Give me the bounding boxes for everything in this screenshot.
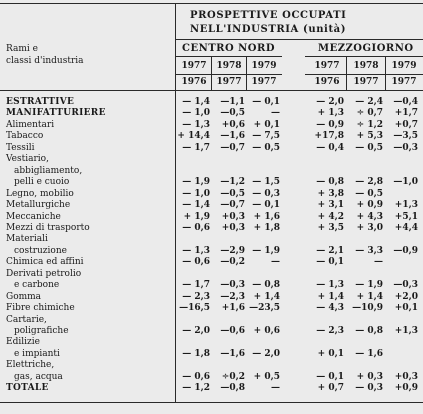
table-cell: — 0,4 — [316, 142, 344, 153]
group-rule-centro — [176, 56, 282, 57]
table-cell: — 0,6 — [182, 257, 210, 268]
table-cell: — — [374, 257, 383, 268]
table-cell: — 7,5 — [252, 131, 280, 142]
row-label: Elettriche, — [6, 360, 55, 371]
table-cell: —0,9 — [393, 245, 418, 256]
table-cell: +0,9 — [394, 383, 418, 394]
table-cell: +0,3 — [221, 222, 245, 233]
row-label: Vestiario, — [6, 154, 49, 165]
table-cell: — 0,8 — [355, 326, 383, 336]
table-cell: — 0,3 — [355, 383, 383, 394]
row-label: Mezzi di trasporto — [6, 222, 90, 233]
table-cell: +5,1 — [394, 211, 418, 222]
table-cell: —0,7 — [220, 142, 245, 153]
table-cell: — 0,5 — [252, 142, 280, 153]
table-cell: +4,4 — [394, 222, 418, 233]
table-cell: — 2,3 — [316, 326, 344, 336]
table-cell: — 4,3 — [316, 303, 344, 314]
year-bottom: 1976 — [181, 77, 207, 87]
row-label: Derivati petrolio — [6, 268, 82, 279]
table-cell: — 0,3 — [252, 188, 280, 199]
table-cell: — 0,1 — [252, 200, 280, 211]
table-cell: — 2,8 — [355, 177, 383, 188]
table-cell: + 1,8 — [253, 222, 280, 233]
row-label: Tabacco — [6, 131, 44, 142]
table-cell: + 5,3 — [356, 131, 383, 142]
row-label: ESTRATTIVE — [6, 97, 75, 107]
table-cell: — 1,9 — [182, 177, 210, 188]
table-cell: ÷ 1,2 — [356, 119, 383, 130]
table-cell: +1,3 — [394, 326, 418, 336]
table-cell: — 0,1 — [316, 371, 344, 382]
table-cell: + 14,4 — [177, 131, 210, 142]
year-divider-centro — [176, 74, 282, 75]
table-cell: + 0,5 — [253, 371, 280, 382]
table-cell: — 2,3 — [182, 291, 210, 302]
table-cell: + 1,4 — [253, 291, 280, 302]
table-cell: + 0,1 — [253, 119, 280, 130]
row-label: e impianti — [14, 348, 60, 359]
table-cell: — 2,0 — [252, 348, 280, 359]
year-bottom: 1976 — [314, 77, 340, 87]
row-label: Legno, mobilio — [6, 188, 74, 199]
table-cell: — 1,8 — [182, 348, 210, 359]
table-cell: +1,6 — [221, 303, 245, 314]
row-label: Cartarie, — [6, 314, 47, 325]
year-bottom: 1977 — [216, 77, 242, 87]
header-rule — [176, 39, 423, 40]
year-top: 1977 — [181, 61, 207, 71]
table-cell: — 1,9 — [252, 245, 280, 256]
year-top: 1979 — [251, 61, 277, 71]
table-cell: +1,7 — [394, 108, 418, 119]
table-cell: —0,7 — [220, 200, 245, 211]
table-cell: — 1,9 — [355, 280, 383, 291]
table-cell: ÷ 0,7 — [356, 108, 383, 119]
year-bottom: 1977 — [251, 77, 277, 87]
row-label: Tessili — [6, 142, 35, 153]
year-bottom: 1977 — [353, 77, 379, 87]
table-cell: — 1,7 — [182, 280, 210, 291]
table-cell: ÷0,2 — [221, 371, 245, 382]
table-cell: —0,5 — [220, 188, 245, 199]
year-top: 1977 — [314, 61, 340, 71]
table-cell: + 0,3 — [356, 371, 383, 382]
table-cell: +0,6 — [221, 119, 245, 130]
table-cell: —0,6 — [220, 326, 245, 336]
table-cell: —10,9 — [352, 303, 383, 314]
table-cell: — 1,7 — [182, 142, 210, 153]
row-label: abbigliamento, — [14, 165, 83, 176]
table-cell: + 0,7 — [317, 383, 344, 394]
table-cell: + 0,6 — [253, 326, 280, 336]
table-cell: —0,3 — [393, 280, 418, 291]
group-rule-mezzo — [305, 56, 423, 57]
table-cell: —0,8 — [220, 383, 245, 394]
table-cell: +2,0 — [394, 291, 418, 302]
table-cell: +1,3 — [394, 200, 418, 211]
row-label: Chimica ed affini — [6, 257, 84, 268]
table-cell: + 1,4 — [356, 291, 383, 302]
table-cell: + 1,3 — [317, 108, 344, 119]
row-label: Materiali — [6, 234, 48, 245]
table-cell: — 1,6 — [355, 348, 383, 359]
table-cell: — 2,0 — [182, 326, 210, 336]
table-cell: —3,5 — [393, 131, 418, 142]
group-header-centro-nord: CENTRO NORD — [182, 43, 275, 54]
row-label: Metallurgiche — [6, 200, 71, 211]
table-cell: — 0,1 — [252, 97, 280, 107]
table-title-line2: NELL'INDUSTRIA (unità) — [190, 24, 347, 35]
table-cell: —1,1 — [220, 97, 245, 107]
table-cell: + 0,9 — [356, 200, 383, 211]
row-label: Gomma — [6, 291, 42, 302]
table-cell: — 1,2 — [182, 383, 210, 394]
table-cell: —1,6 — [220, 131, 245, 142]
year-top: 1978 — [353, 61, 379, 71]
row-label: gas, acqua — [14, 371, 63, 382]
table-cell: — — [271, 383, 280, 394]
table-cell: —1,6 — [220, 348, 245, 359]
row-label: Alimentari — [6, 119, 55, 130]
table-cell: — 0,9 — [316, 119, 344, 130]
table-cell: —0,5 — [220, 108, 245, 119]
table-cell: + 3,0 — [356, 222, 383, 233]
table-cell: — 0,8 — [252, 280, 280, 291]
table-cell: — 1,3 — [316, 280, 344, 291]
row-label: poligrafiche — [14, 326, 69, 336]
table-cell: —16,5 — [179, 303, 210, 314]
table-cell: +0,3 — [394, 371, 418, 382]
table-title-line1: PROSPETTIVE OCCUPATI — [190, 10, 347, 21]
row-label: TOTALE — [6, 383, 49, 394]
table-cell: — — [271, 108, 280, 119]
row-label: pelli e cuoio — [14, 177, 70, 188]
table-cell: —23,5 — [249, 303, 280, 314]
row-label: Edilizie — [6, 337, 40, 348]
table-cell: — 0,5 — [355, 142, 383, 153]
table-cell: — 1,4 — [182, 97, 210, 107]
table-cell: — — [271, 257, 280, 268]
table-cell: — 0,8 — [316, 177, 344, 188]
table-cell: — 2,4 — [355, 97, 383, 107]
table-cell: —1,0 — [393, 177, 418, 188]
table-cell: + 4,2 — [317, 211, 344, 222]
row-label: Meccaniche — [6, 211, 61, 222]
bottom-rule — [0, 402, 423, 403]
table-cell: + 1,4 — [317, 291, 344, 302]
stub-header-line1: Rami e — [6, 44, 38, 54]
table-cell: + 3,1 — [317, 200, 344, 211]
row-label: Fibre chimiche — [6, 303, 75, 314]
year-top: 1979 — [391, 61, 417, 71]
table-cell: — 0,5 — [355, 188, 383, 199]
year-top: 1978 — [216, 61, 242, 71]
group-header-mezzogiorno: MEZZOGIORNO — [318, 43, 414, 54]
table-cell: — 1,3 — [182, 119, 210, 130]
table-cell: + 0,1 — [317, 348, 344, 359]
table-cell: — 1,0 — [182, 108, 210, 119]
table-cell: —2,9 — [220, 245, 245, 256]
table-cell: — 1,5 — [252, 177, 280, 188]
table-cell: + 1,6 — [253, 211, 280, 222]
table-cell: — 1,4 — [182, 200, 210, 211]
table-cell: — 0,1 — [316, 257, 344, 268]
row-label: MANIFATTURIERE — [6, 108, 106, 119]
table-cell: —0,2 — [220, 257, 245, 268]
table-cell: — 0,6 — [182, 371, 210, 382]
table-cell: —1,2 — [220, 177, 245, 188]
top-rule — [0, 3, 423, 4]
table-cell: — 1,3 — [182, 245, 210, 256]
table-cell: — 2,1 — [316, 245, 344, 256]
table-cell: +0,1 — [394, 303, 418, 314]
table-cell: + 4,3 — [356, 211, 383, 222]
col-divider-3 — [346, 57, 347, 91]
table-cell: — 1,0 — [182, 188, 210, 199]
table-cell: —0,3 — [393, 142, 418, 153]
row-label: e carbone — [14, 280, 60, 291]
year-divider-mezzo — [305, 74, 423, 75]
table-cell: + 3,5 — [317, 222, 344, 233]
table-cell: +0,3 — [221, 211, 245, 222]
table-cell: — 3,3 — [355, 245, 383, 256]
table-cell: —0,3 — [220, 280, 245, 291]
table-cell: —0,4 — [393, 97, 418, 107]
table-cell: — 2,0 — [316, 97, 344, 107]
table-cell: + 3,8 — [317, 188, 344, 199]
table-cell: +0,7 — [394, 119, 418, 130]
stub-header-line2: classi d'industria — [6, 56, 84, 66]
table-cell: — 0,6 — [182, 222, 210, 233]
year-bottom: 1977 — [391, 77, 417, 87]
row-label: costruzione — [14, 245, 67, 256]
table-cell: —2,3 — [220, 291, 245, 302]
table-cell: + 1,9 — [183, 211, 210, 222]
table-cell: +17,8 — [314, 131, 344, 142]
